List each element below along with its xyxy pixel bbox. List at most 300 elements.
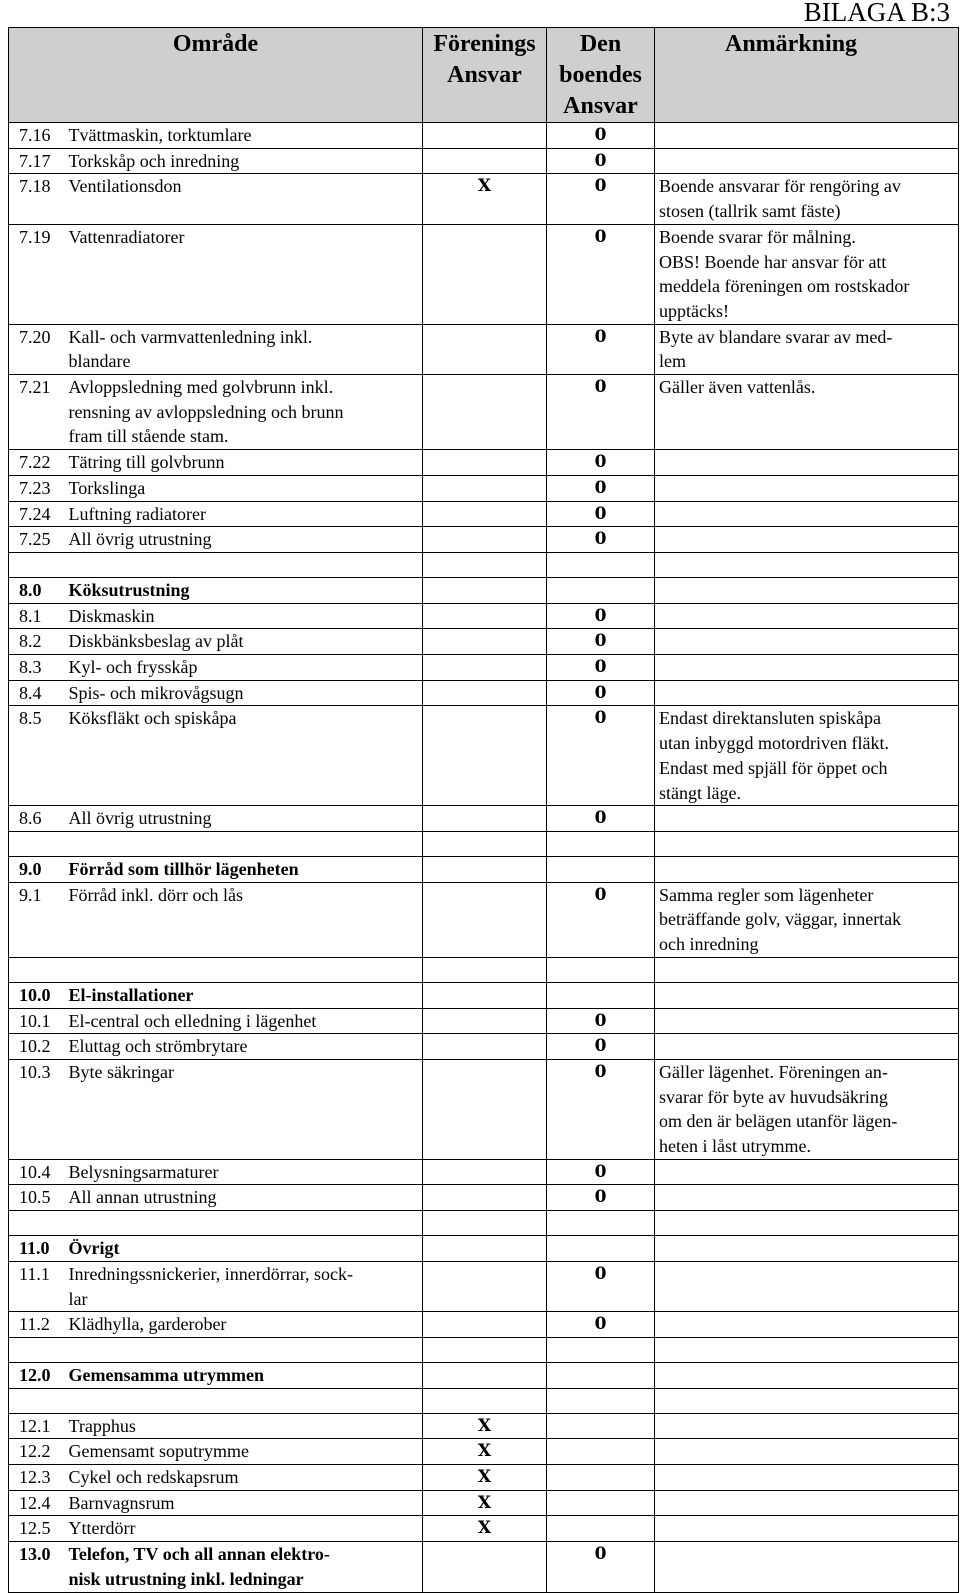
blank-cell [66, 1337, 423, 1362]
table-row [9, 806, 959, 832]
forenings-mark [423, 1261, 547, 1311]
forenings-mark [423, 224, 547, 324]
forenings-mark [423, 603, 547, 629]
section-row [9, 1236, 959, 1262]
blank-cell [423, 1337, 547, 1362]
forenings-mark [423, 1312, 547, 1338]
forenings-mark [423, 1059, 547, 1159]
item-description [66, 1362, 423, 1388]
item-note [655, 501, 959, 527]
forenings-mark [423, 1362, 547, 1388]
table-row [9, 1465, 959, 1491]
boendes-mark: 0 [547, 324, 655, 374]
item-description-line: Telefon, TV och all annan elektro- [68, 1544, 330, 1565]
item-description [66, 123, 423, 149]
item-number: 7.17 [9, 148, 66, 174]
item-description-line: Inredningssnickerier, innerdörrar, sock- [68, 1263, 353, 1284]
item-note [655, 450, 959, 476]
table-row [9, 450, 959, 476]
item-note [655, 475, 959, 501]
item-number: 8.6 [9, 806, 66, 832]
item-description [66, 1465, 423, 1491]
item-note-line: lem [659, 351, 686, 372]
blank-cell [655, 1337, 959, 1362]
forenings-mark: X [423, 1413, 547, 1439]
item-note [655, 680, 959, 706]
forenings-mark [423, 1236, 547, 1262]
table-row [9, 882, 959, 957]
item-note [655, 1542, 959, 1592]
forenings-mark [423, 475, 547, 501]
item-note [655, 706, 959, 806]
table-row [9, 1261, 959, 1311]
item-description-line: All annan utrustning [68, 1187, 217, 1208]
header-boendes-line: Den [579, 31, 622, 57]
forenings-mark [423, 375, 547, 450]
forenings-mark [423, 577, 547, 603]
forenings-mark [423, 527, 547, 553]
boendes-mark: 0 [547, 501, 655, 527]
item-description-line: Kyl- och frysskåp [68, 657, 198, 678]
boendes-mark: 0 [547, 174, 655, 224]
item-note [655, 1413, 959, 1439]
item-description-line: Trapphus [68, 1415, 136, 1436]
item-description-line: Torkskåp och inredning [68, 150, 240, 171]
blank-cell [655, 831, 959, 856]
forenings-mark [423, 1542, 547, 1592]
boendes-mark: 0 [547, 1034, 655, 1060]
boendes-mark: 0 [547, 224, 655, 324]
table-row [9, 501, 959, 527]
item-number: 10.4 [9, 1159, 66, 1185]
item-note-line: Gäller lägenhet. Föreningen an- [659, 1061, 888, 1082]
table-row [9, 1034, 959, 1060]
item-description-line: lar [68, 1288, 88, 1309]
section-row [9, 1362, 959, 1388]
item-description [66, 527, 423, 553]
item-note [655, 1059, 959, 1159]
item-description [66, 603, 423, 629]
item-description-line: All övrig utrustning [68, 529, 212, 550]
boendes-mark [547, 982, 655, 1008]
forenings-mark [423, 1034, 547, 1060]
table-row [9, 1008, 959, 1034]
blank-cell [9, 1211, 66, 1236]
item-note-line: Gäller även vattenlås. [659, 377, 816, 398]
item-number: 10.2 [9, 1034, 66, 1060]
item-description-line: Förråd som tillhör lägenheten [68, 858, 299, 879]
item-description-line: Tvättmaskin, torktumlare [68, 125, 252, 145]
item-description [66, 324, 423, 374]
item-note [655, 1034, 959, 1060]
forenings-mark: X [423, 174, 547, 224]
item-note [655, 1185, 959, 1211]
forenings-mark [423, 123, 547, 149]
table-row [9, 324, 959, 374]
boendes-mark: 0 [547, 1008, 655, 1034]
boendes-mark: 0 [547, 1542, 655, 1592]
item-note-line: heten i låst utrymme. [659, 1136, 811, 1157]
item-description [66, 882, 423, 957]
item-note [655, 856, 959, 882]
boendes-mark: 0 [547, 375, 655, 450]
header-forenings-line: Ansvar [447, 62, 522, 88]
table-row [9, 1059, 959, 1159]
item-number: 10.5 [9, 1185, 66, 1211]
item-description-line: Tätring till golvbrunn [68, 452, 225, 473]
boendes-mark [547, 1490, 655, 1516]
item-note-line: Endast med spjäll för öppet och [659, 757, 888, 778]
table-row [9, 148, 959, 174]
table-row [9, 1413, 959, 1439]
item-description [66, 224, 423, 324]
item-note [655, 629, 959, 655]
item-description [66, 629, 423, 655]
forenings-mark [423, 706, 547, 806]
item-description-line: Belysningsarmaturer [68, 1161, 219, 1182]
item-description [66, 501, 423, 527]
item-description [66, 982, 423, 1008]
forenings-mark [423, 982, 547, 1008]
forenings-mark [423, 1185, 547, 1211]
item-note [655, 1236, 959, 1262]
item-description-line: Vattenradiatorer [68, 226, 185, 247]
item-number: 8.3 [9, 655, 66, 681]
blank-cell [423, 552, 547, 577]
item-description-line: Torkslinga [68, 477, 146, 498]
item-note [655, 1362, 959, 1388]
header-row [9, 28, 959, 123]
item-note-line: stosen (tallrik samt fäste) [659, 201, 841, 222]
table-row [9, 475, 959, 501]
item-number: 12.4 [9, 1490, 66, 1516]
item-description-line: El-central och elledning i lägenhet [68, 1010, 317, 1031]
header-note: Anmärkning [655, 28, 959, 123]
blank-cell [9, 1388, 66, 1413]
blank-cell [66, 831, 423, 856]
header-forenings [423, 28, 547, 123]
boendes-mark [547, 856, 655, 882]
item-note [655, 982, 959, 1008]
item-number: 8.4 [9, 680, 66, 706]
item-note [655, 174, 959, 224]
blank-row [9, 957, 959, 982]
boendes-mark [547, 1413, 655, 1439]
forenings-mark [423, 324, 547, 374]
blank-cell [547, 1388, 655, 1413]
blank-row [9, 552, 959, 577]
forenings-mark [423, 655, 547, 681]
item-note [655, 324, 959, 374]
item-description-line: blandare [68, 351, 131, 372]
blank-cell [9, 957, 66, 982]
item-description-line: Köksfläkt och spiskåpa [68, 708, 237, 729]
item-description [66, 577, 423, 603]
table-row [9, 1516, 959, 1542]
item-description [66, 1236, 423, 1262]
boendes-mark: 0 [547, 680, 655, 706]
forenings-mark [423, 501, 547, 527]
item-description [66, 706, 423, 806]
item-description-line: Gemensamma utrymmen [68, 1364, 264, 1385]
table-row [9, 680, 959, 706]
forenings-mark: X [423, 1516, 547, 1542]
item-description-line: All övrig utrustning [68, 808, 212, 829]
item-number: 7.20 [9, 324, 66, 374]
forenings-mark [423, 882, 547, 957]
item-description [66, 1439, 423, 1465]
item-description [66, 806, 423, 832]
boendes-mark: 0 [547, 603, 655, 629]
item-note [655, 1261, 959, 1311]
item-note-line: Boende ansvarar för rengöring av [659, 176, 901, 197]
item-description-line: Barnvagnsrum [68, 1492, 175, 1513]
item-note-line: OBS! Boende har ansvar för att [659, 251, 887, 272]
forenings-mark [423, 148, 547, 174]
header-boendes [547, 28, 655, 123]
blank-cell [423, 831, 547, 856]
item-description-line: Ventilationsdon [68, 176, 182, 197]
item-number: 9.0 [9, 856, 66, 882]
item-description [66, 174, 423, 224]
item-note [655, 603, 959, 629]
item-number: 8.1 [9, 603, 66, 629]
item-number: 10.0 [9, 982, 66, 1008]
item-description [66, 655, 423, 681]
blank-cell [9, 552, 66, 577]
item-note [655, 1465, 959, 1491]
item-number: 10.1 [9, 1008, 66, 1034]
forenings-mark [423, 680, 547, 706]
forenings-mark: X [423, 1465, 547, 1491]
boendes-mark: 0 [547, 882, 655, 957]
item-number: 7.18 [9, 174, 66, 224]
item-description-line: Ytterdörr [68, 1518, 136, 1539]
item-note-line: svarar för byte av huvudsäkring [659, 1086, 888, 1107]
blank-cell [547, 552, 655, 577]
item-description-line: Spis- och mikrovågsugn [68, 682, 244, 703]
item-number: 8.2 [9, 629, 66, 655]
section-row [9, 577, 959, 603]
item-description [66, 1413, 423, 1439]
item-description [66, 680, 423, 706]
item-number: 12.0 [9, 1362, 66, 1388]
boendes-mark: 0 [547, 806, 655, 832]
item-number: 7.24 [9, 501, 66, 527]
blank-cell [66, 957, 423, 982]
blank-cell [423, 1388, 547, 1413]
item-note-line: Endast direktansluten spiskåpa [659, 708, 881, 729]
table-row [9, 123, 959, 149]
boendes-mark [547, 577, 655, 603]
item-description [66, 1312, 423, 1338]
blank-cell [9, 831, 66, 856]
item-number: 11.1 [9, 1261, 66, 1311]
table-row [9, 174, 959, 224]
blank-cell [655, 552, 959, 577]
item-description-line: Luftning radiatorer [68, 503, 206, 524]
table-row [9, 629, 959, 655]
item-description-line: El-installationer [68, 984, 194, 1005]
boendes-mark: 0 [547, 1159, 655, 1185]
forenings-mark [423, 450, 547, 476]
table-row [9, 706, 959, 806]
page-label: BILAGA B:3 [803, 0, 950, 27]
item-note [655, 1516, 959, 1542]
blank-cell [547, 1211, 655, 1236]
item-description-line: Gemensamt soputrymme [68, 1441, 249, 1462]
blank-cell [9, 1337, 66, 1362]
blank-row [9, 1211, 959, 1236]
item-description-line: Klädhylla, garderober [68, 1314, 227, 1335]
forenings-mark [423, 1008, 547, 1034]
item-note-line: Boende svarar för målning. [659, 226, 856, 247]
header-forenings-line: Förenings [433, 31, 536, 57]
item-description-line: Diskmaskin [68, 605, 155, 626]
item-note [655, 577, 959, 603]
item-number: 7.25 [9, 527, 66, 553]
boendes-mark: 0 [547, 706, 655, 806]
item-note [655, 224, 959, 324]
table-body [9, 123, 959, 1593]
item-number: 9.1 [9, 882, 66, 957]
item-description [66, 450, 423, 476]
blank-cell [655, 1388, 959, 1413]
item-description-line: Cykel och redskapsrum [68, 1467, 239, 1488]
item-description [66, 1185, 423, 1211]
table-row [9, 527, 959, 553]
blank-cell [547, 831, 655, 856]
table-row [9, 655, 959, 681]
table-row [9, 224, 959, 324]
item-number: 7.22 [9, 450, 66, 476]
item-description-line: fram till stående stam. [68, 426, 229, 447]
blank-cell [655, 1211, 959, 1236]
boendes-mark: 0 [547, 655, 655, 681]
item-note [655, 1312, 959, 1338]
boendes-mark [547, 1516, 655, 1542]
item-number: 11.2 [9, 1312, 66, 1338]
boendes-mark: 0 [547, 475, 655, 501]
item-note-line: Byte av blandare svarar av med- [659, 326, 893, 347]
section-row [9, 856, 959, 882]
blank-cell [547, 957, 655, 982]
table-row [9, 1312, 959, 1338]
boendes-mark: 0 [547, 1261, 655, 1311]
section-row [9, 982, 959, 1008]
forenings-mark [423, 1159, 547, 1185]
blank-row [9, 831, 959, 856]
item-description [66, 1034, 423, 1060]
blank-cell [66, 1211, 423, 1236]
item-number: 12.1 [9, 1413, 66, 1439]
header-boendes-line: boendes [559, 62, 642, 88]
item-number: 8.0 [9, 577, 66, 603]
item-description-line: Diskbänksbeslag av plåt [68, 631, 244, 652]
item-number: 7.21 [9, 375, 66, 450]
blank-cell [547, 1337, 655, 1362]
item-description [66, 1008, 423, 1034]
item-number: 13.0 [9, 1542, 66, 1592]
table-row [9, 1439, 959, 1465]
item-note [655, 527, 959, 553]
item-note [655, 882, 959, 957]
item-description [66, 148, 423, 174]
item-description-line: Övrigt [68, 1238, 120, 1259]
blank-row [9, 1388, 959, 1413]
item-number: 12.2 [9, 1439, 66, 1465]
boendes-mark: 0 [547, 1312, 655, 1338]
blank-cell [655, 957, 959, 982]
item-number: 7.19 [9, 224, 66, 324]
item-description [66, 856, 423, 882]
blank-row [9, 1337, 959, 1362]
item-description [66, 475, 423, 501]
item-description-line: nisk utrustning inkl. ledningar [68, 1568, 304, 1589]
item-note-line: upptäcks! [659, 300, 729, 321]
forenings-mark [423, 629, 547, 655]
item-note-line: stängt läge. [659, 782, 741, 803]
boendes-mark [547, 1236, 655, 1262]
item-note [655, 123, 959, 149]
item-description-line: Eluttag och strömbrytare [68, 1036, 248, 1057]
item-note-line: om den är belägen utanför lägen- [659, 1111, 898, 1132]
item-description [66, 1159, 423, 1185]
item-number: 7.23 [9, 475, 66, 501]
item-note-line: utan inbyggd motordriven fläkt. [659, 733, 889, 754]
item-description-line: Kall- och varmvattenledning inkl. [68, 326, 313, 347]
responsibility-table [8, 27, 959, 1593]
item-description [66, 1261, 423, 1311]
item-number: 12.3 [9, 1465, 66, 1491]
item-note [655, 1008, 959, 1034]
header-area: Område [9, 28, 423, 123]
forenings-mark: X [423, 1490, 547, 1516]
item-note [655, 1490, 959, 1516]
item-note [655, 375, 959, 450]
item-note [655, 655, 959, 681]
forenings-mark [423, 806, 547, 832]
item-description-line: Förråd inkl. dörr och lås [68, 884, 243, 905]
item-note-line: meddela föreningen om rostskador [659, 276, 910, 297]
item-description-line: Avloppsledning med golvbrunn inkl. [68, 377, 334, 398]
item-description [66, 1542, 423, 1592]
item-number: 12.5 [9, 1516, 66, 1542]
item-number: 11.0 [9, 1236, 66, 1262]
item-description-line: Byte säkringar [68, 1061, 174, 1082]
boendes-mark [547, 1465, 655, 1491]
header-boendes-line: Ansvar [563, 93, 638, 119]
forenings-mark: X [423, 1439, 547, 1465]
boendes-mark: 0 [547, 629, 655, 655]
item-description [66, 1059, 423, 1159]
boendes-mark [547, 1362, 655, 1388]
blank-cell [423, 957, 547, 982]
blank-cell [66, 1388, 423, 1413]
item-note-line: beträffande golv, väggar, innertak [659, 909, 902, 930]
item-number: 7.16 [9, 123, 66, 149]
boendes-mark: 0 [547, 123, 655, 149]
item-description-line: rensning av avloppsledning och brunn [68, 401, 344, 422]
item-description [66, 1516, 423, 1542]
item-note-line: Samma regler som lägenheter [659, 884, 874, 905]
item-note [655, 1159, 959, 1185]
item-description [66, 1490, 423, 1516]
boendes-mark: 0 [547, 148, 655, 174]
table-row [9, 603, 959, 629]
section-row [9, 1542, 959, 1592]
table-row [9, 1185, 959, 1211]
